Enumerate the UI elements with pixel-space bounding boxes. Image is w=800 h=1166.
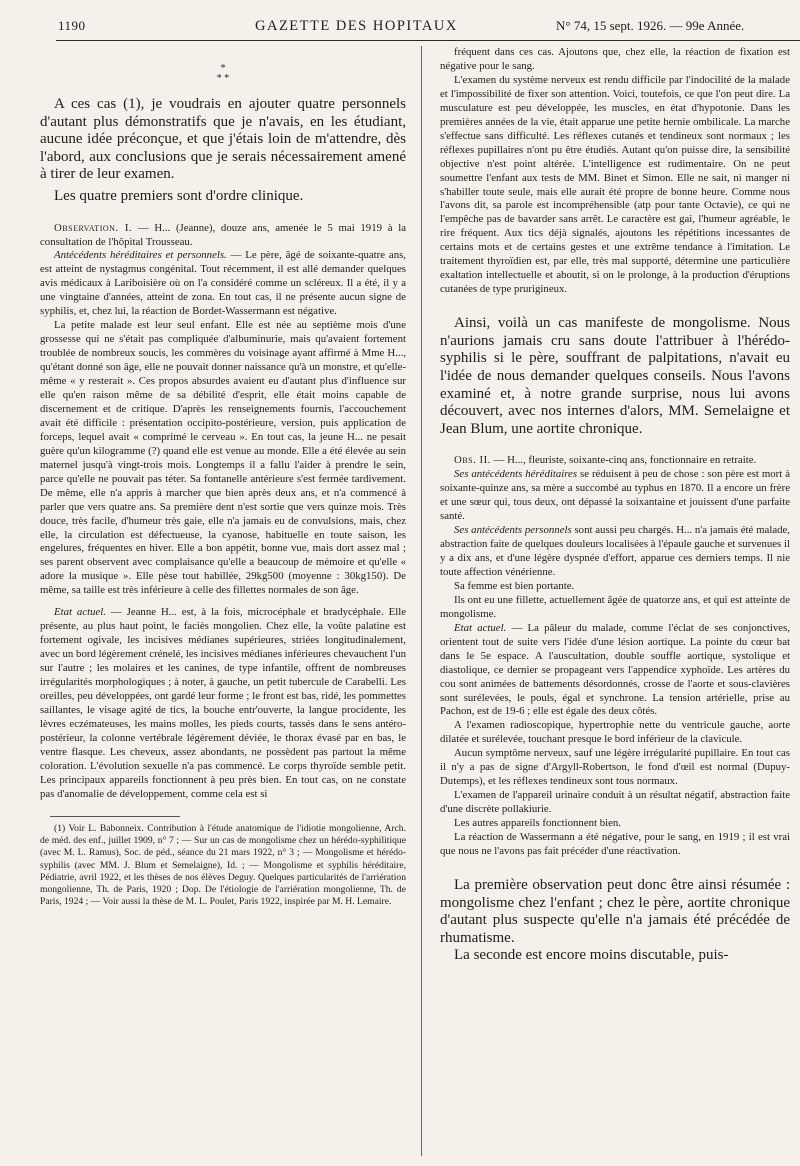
obs2-hereditary-label: Ses antécédents héréditaires <box>454 468 578 481</box>
antecedents-label: Antécédents héréditaires et personnels. <box>54 249 227 262</box>
right-column <box>440 46 790 965</box>
observation-2-intro <box>440 454 790 468</box>
observation-2-heading: Obs. II. <box>454 454 491 467</box>
obs2-radioscopy-paragraph: A l'examen radioscopique, hypertrophie nette du ventricule gauche, aorte dilatée et surélevée, touchant presque le bord inférieur de la clavicule. <box>440 719 790 746</box>
footnote: (1) Voir L. Babonneix. Contribution à l'étude anatomique de l'idiotie mongolienne, Arch. de méd. des enf., juillet 1909, n° 7 ; — Sur un cas de mongolisme chez un hérédo-syphilitique (avec M. L. Ramus), Soc. de péd., séance du 21 mars 1922, n° 3 ; — Mongolisme et hérédo-syphilis (avec MM. J. Blum et Semelaigne), Id. ; — Mongolisme et syphilis héréditaire, Pédiatrie, avril 1922, et les thèses de nos élèves Deguy. Quelques particularités de l'arriération mongolienne, Th. de Paris, 1920 ; Dop. De l'étiologie de l'arriération mongolienne, Th. de Paris, 1924 ; — Voir aussi la thèse de M. L. Poulet, Paris 1922, inspirée par M. H. Lemaire. <box>40 822 406 908</box>
obs2-hereditary-text: se réduisent à peu de chose : son père est mort à soixante-quinze ans, sa mère a succombé au typhus en 1870. Il a encore un frère et une sœur qui, tous deux, ont dépassé la soixantaine et jouissent d'une parfaite santé. <box>440 468 790 523</box>
obs2-etat-paragraph <box>440 622 790 720</box>
obs2-personal-text: sont aussi peu chargés. H... n'a jamais été malade, abstraction faite de quelques douleurs localisées à l'épaule gauche et survenues il y a dix ans, et d'une légère dyspnée d'effort, apparue ces derniers temps. Il nie toute affection vénérienne. <box>440 524 791 578</box>
summary-paragraph-1: La première observation peut donc être ainsi résumée : mongolisme chez l'enfant ; chez le père, aortite chronique d'autant plus suspecte qu'elle n'a jamais été précédée de rhumatisme. <box>440 876 790 946</box>
nervous-system-paragraph: L'examen du système nerveux est rendu difficile par l'indocilité de la malade et l'impossibilité de fixer son attention. Voici, toutefois, ce que l'on peut dire. La musculature est peu développée, les muscles, en état d'hypotonie. Dans les premières années de la vie, était apparue une petite hernie ombilicale. La marche s'effectue sans difficulté. Les réflexes cutanés et tendineux sont normaux ; les réflexes pupillaires n'ont pu être étudiés. Autant qu'on puisse dire, la sensibilité objective n'est point altérée. L'intelligence est rudimentaire. On ne peut soumettre l'enfant aux tests de MM. Binet et Simon. Elle ne sait, ni manger ni s'habiller toute seule, mais elle aurait été propre de bonne heure. Comme nous l'avons dit, sa parole est incompréhensible (atp pour tante Octavie), ce qui ne l'empêche pas de bavarder sans arrêt. Le caractère est gai, l'humeur agréable, le rire fréquent. Aux tics déjà signalés, ajoutons les répétitions incessantes de certains mots et de certains gestes et une extrême tendance à l'imitation. Le traitement thyroïdien est, par elle, très mal supporté, détermine une particulière exaltation intellectuelle et aboutit, si on le prolonge, à la production d'éruptions cutanées de type prurigineux. <box>440 73 790 296</box>
antecedents-text: — Le père, âgé de soixante-quatre ans, est atteint de nystagmus congénital. Tout récemment, il est allé demander quelques avis médicaux à Lariboisière où on l'a considéré comme un scléreux. Il a été, il y a une vingtaine d'années, atteint de zona. En tout cas, il ne présente aucun signe de syphilis, et, chez lui, la réaction de Bordet-Wassermann est négative. <box>40 249 406 318</box>
obs2-wassermann-paragraph: La réaction de Wassermann a été négative, pour le sang, en 1919 ; il est vrai que nous ne l'avons pas fait précéder d'une réactivation. <box>440 831 790 857</box>
obs2-etat-label: Etat actuel. <box>454 621 507 634</box>
right-paragraph-1: fréquent dans ces cas. Ajoutons que, chez elle, la réaction de fixation est négative pour le sang. <box>440 46 790 72</box>
etat-actuel-paragraph <box>40 606 406 801</box>
page-header <box>0 0 800 44</box>
obs2-other-paragraph: Les autres appareils fonctionnent bien. <box>454 817 621 830</box>
asterism: * * * <box>216 63 230 84</box>
etat-actuel-label: Etat actuel. <box>54 606 106 619</box>
etat-actuel-text: — Jeanne H... est, à la fois, microcéphale et bradycéphale. Elle présente, au plus haut point, le faciès mongolien. Chez elle, la voûte palatine est fortement ogivale, les incisives médianes supérieures, striées longitudinalement, avec un bord légèrement crénelé, les incisives médianes inférieures chevauchent l'un sur l'autre ; les molaires et les canines, de type infantile, offrent de nombreuses irrégularités morphologiques ; à noter, à gauche, un petit tubercule de Carabelli. Les oreilles, peu développées, ont gardé leur forme ; le front est bas, ridé, les pommettes saillantes, le visage agité de tics, la bouche entr'ouverte, la langue procidente, les lèvres eczémateuses, les mains molles, les pieds courts, tassés dans le sens antéro-postérieur, la colonne vertébrale légèrement déviée, le thorax évasé par en bas, le ventre flasque. Les cheveux, assez abondants, ne possèdent pas partout la même coloration. L'évolution sexuelle n'a pas commencé. Le corps thyroïde semble petit. Les principaux appareils fonctionnent à peu près bien. En tout cas, on ne constate pas d'anomalie de développement, comme cela est si <box>40 606 406 800</box>
footnote-rule <box>50 816 180 817</box>
intro-paragraph: A ces cas (1), je voudrais en ajouter quatre personnels d'autant plus démonstratifs que je n'avais, en les étudiant, aucune idée préconçue, et que j'étais loin de m'attendre, dès l'abord, aux conclusions que je serais nécessairement amené à tirer de leur examen. <box>40 96 406 183</box>
issue-info: N° 74, 15 sept. 1926. — 99e Année. <box>556 18 745 33</box>
journal-title: GAZETTE DES HOPITAUX <box>255 18 458 34</box>
summary-paragraph-2: La seconde est encore moins discutable, puis- <box>454 947 729 964</box>
column-divider <box>421 46 422 1156</box>
obs2-urinary-paragraph: L'examen de l'appareil urinaire conduit à un résultat négatif, abstraction faite d'une discrète pollakiurie. <box>440 789 790 816</box>
obs2-personal-label: Ses antécédents personnels <box>454 524 572 537</box>
observation-1-heading: Observation. I. <box>54 221 133 234</box>
observation-1-intro <box>40 222 406 250</box>
intro-paragraph-2: Les quatre premiers sont d'ordre clinique. <box>54 187 304 204</box>
obs2-hereditary-paragraph <box>440 468 790 524</box>
header-rule <box>56 40 800 41</box>
obs2-nervous-paragraph: Aucun symptôme nerveux, sauf une légère irrégularité pupillaire. En tout cas il n'y a pas de signe d'Argyll-Robertson, le fond d'œil est normal (Dupuy-Dutemps), et les réflexes tendineux sont tous normaux. <box>440 747 790 788</box>
observation-1-text: — H... (Jeanne), douze ans, amenée le 5 mai 1919 à la consultation de l'hôpital Trousseau. <box>40 221 406 248</box>
left-column <box>40 46 406 909</box>
obs2-personal-paragraph <box>440 524 790 580</box>
observation-2-text: — H..., fleuriste, soixante-cinq ans, fonctionnaire en retraite. <box>490 454 757 467</box>
birth-history-paragraph: La petite malade est leur seul enfant. Elle est née au septième mois d'une grossesse qui ne s'était pas compliquée d'albuminurie, mais qu'avaient fortement troublée de nombreux soucis, les commères du voisinage ayant affirmé à Mme H..., qu'étant donné son âge, elle ne pouvait donner naissance qu'à un monstre, et qu'elle-même « y resterait ». Ces propos absurdes avaient eu d'autant plus d'influence sur elle qu'en raison même de sa débilité d'esprit, elle était moins capable de discernement et de critique. D'après les renseignements fournis, l'accouchement avait été difficile : présentation occipito-postérieure, version, puis application de forceps, lequel avait « comprimé le cerveau ». En tout cas, la jeune H... ne pesait guère qu'un kilogramme (?) quand elle est venue au monde. Elle a été élevée au sein maternel jusqu'à vingt-trois mois. Longtemps il a fallu l'aider à prendre le sein, parce qu'elle ne pouvait pas téter. Sa fontanelle antérieure s'est fermée tardivement. De même, elle n'a appris à marcher que bien après deux ans, et n'a commencé à parler que vers quatre ans. Sa première dent n'est sortie que vers quinze mois. Très douce, très facile, d'humeur très gaie, elle n'a jamais eu de convulsions, mais, chez elle, la circulation est défectueuse, la cyanose, habituelle en toute saison, les engelures, fréquentes en hiver. Elle a bon appétit, bonne vue, mais dort assez mal ; ses parent observent avec complaisance qu'elle a beaucoup de mémoire et qu'elle « adore la musique ». Elle pèse tout habillée, 29kg500 (moyenne : 30kg150). De même, sa taille est très inférieure à celle des fillettes normales de son âge. <box>40 319 406 597</box>
obs2-child-paragraph: Ils ont eu une fillette, actuellement âgée de quatorze ans, et qui est atteinte de mongolisme. <box>440 593 790 620</box>
obs2-wife-paragraph: Sa femme est bien portante. <box>454 579 575 592</box>
page-number: 1190 <box>58 18 86 33</box>
antecedents-paragraph <box>40 249 406 319</box>
conclusion-paragraph: Ainsi, voilà un cas manifeste de mongolisme. Nous n'aurions jamais cru sans doute l'attribuer à l'hérédo-syphilis si le père, souffrant de palpitations, n'avait eu l'idée de nous demander quelques conseils. Nous l'avons examiné et, à notre grande surprise, nous lui avons découvert, avec nos internes d'alors, MM. Semelaigne et Jean Blum, une aortite chronique. <box>440 315 790 437</box>
obs2-etat-text: — La pâleur du malade, comme l'éclat de ses conjonctives, orientent tout de suite vers l'idée d'une lésion aortique. La pointe du cœur bat dans le 5e espace. A l'auscultation, double souffle aortique, systolique et diastolique, ce dernier se propageant vers l'appendice xyphoïde. Les artères du cou sont animées de battements désordonnés, crosse de l'aorte et sous-clavières sont surélevées, le pouls, égal et synchrone. La tension artérielle, prise au Pachon, est de 19-6 ; elle est égale des deux côtés. <box>440 621 791 718</box>
